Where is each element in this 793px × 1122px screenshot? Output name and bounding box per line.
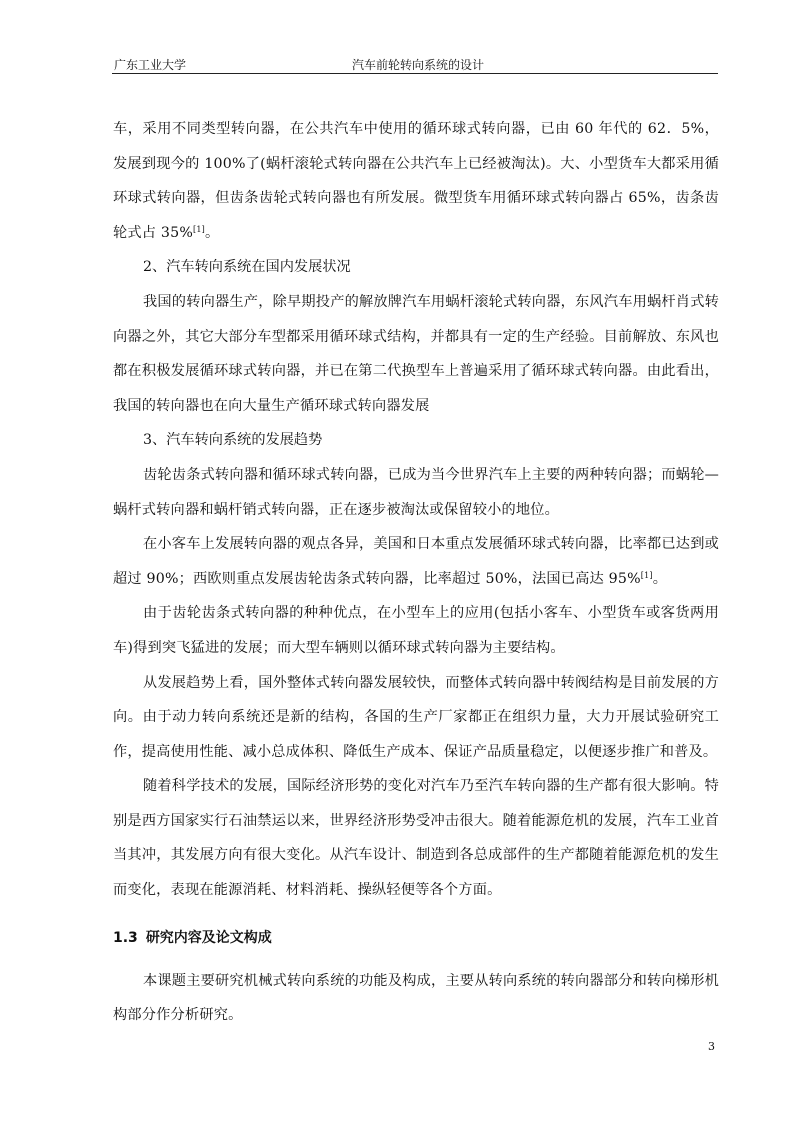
page-body bbox=[113, 112, 719, 1033]
citation-ref: [1] bbox=[193, 224, 205, 234]
paragraph-8: 本课题主要研究机械式转向系统的功能及构成，主要从转向系统的转向器部分和转向梯形机构部分作分析研究。 bbox=[113, 972, 719, 1024]
header-thesis-title: 汽车前轮转向系统的设计 bbox=[352, 58, 485, 72]
section-heading bbox=[113, 926, 719, 950]
page-number: 3 bbox=[708, 1040, 715, 1053]
header-rule bbox=[112, 73, 718, 74]
paragraph-3: 齿轮齿条式转向器和循环球式转向器，已成为当今世界汽车上主要的两种转向器；而蜗轮—蜗杆式转向器和蜗杆销式转向器，正在逐步被淘汰或保留较小的地位。 bbox=[113, 466, 719, 518]
subheading-trends: 3、汽车转向系统的发展趋势 bbox=[143, 432, 323, 449]
citation-ref: [1] bbox=[640, 570, 653, 580]
paragraph-2: 我国的转向器生产，除早期投产的解放牌汽车用蜗杆滚轮式转向器，东风汽车用蜗杆肖式转向器之外，其它大部分车型都采用循环球式结构，并都具有一定的生产经验。目前解放、东风也都在积极发展循环球式转向器，并已在第二代换型车上普遍采用了循环球式转向器。由此看出，我国的转向器也在向大量生产循环球式转向器发展 bbox=[113, 293, 719, 414]
paragraph-4-tail: 。 bbox=[652, 570, 668, 587]
section-title: 研究内容及论文构成 bbox=[145, 929, 272, 946]
paragraph-4-text: 在小客车上发展转向器的观点各异，美国和日本重点发展循环球式转向器，比率都已达到或超过 90%；西欧则重点发展齿轮齿条式转向器，比率超过 50%，法国已高达 95% bbox=[113, 536, 719, 587]
paragraph-7: 随着科学技术的发展，国际经济形势的变化对汽车乃至汽车转向器的生产都有很大影响。特别是西方国家实行石油禁运以来，世界经济形势受冲击很大。随着能源危机的发展，汽车工业首当其冲，其发展方向有很大变化。从汽车设计、制造到各总成部件的生产都随着能源危机的发生而变化，表现在能源消耗、材料消耗、操纵轻便等各个方面。 bbox=[113, 778, 719, 899]
section-number: 1.3 bbox=[113, 929, 138, 946]
paragraph-1-tail: 。 bbox=[204, 224, 220, 241]
paragraph-1 bbox=[113, 112, 719, 250]
paragraph-6: 从发展趋势上看，国外整体式转向器发展较快，而整体式转向器中转阀结构是目前发展的方向。由于动力转向系统还是新的结构，各国的生产厂家都正在组织力量，大力开展试验研究工作，提高使用性能、减小总成体积、降低生产成本、保证产品质量稳定，以便逐步推广和普及。 bbox=[113, 674, 719, 760]
paragraph-1-text: 车，采用不同类型转向器，在公共汽车中使用的循环球式转向器，已由 60 年代的 62．5%，发展到现今的 100%了(蜗杆滚轮式转向器在公共汽车上已经被淘汰)。大、小型货车大都采用循环球式转向器，但齿条齿轮式转向器也有所发展。微型货车用循环球式转向器占 65%，齿条齿轮式占 35% bbox=[113, 121, 719, 241]
paragraph-5: 由于齿轮齿条式转向器的种种优点，在小型车上的应用(包括小客车、小型货车或客货两用车)得到突飞猛进的发展；而大型车辆则以循环球式转向器为主要结构。 bbox=[113, 605, 719, 656]
paragraph-4 bbox=[113, 527, 719, 596]
header-university: 广东工业大学 bbox=[114, 58, 187, 72]
subheading-domestic: 2、汽车转向系统在国内发展状况 bbox=[143, 259, 351, 276]
